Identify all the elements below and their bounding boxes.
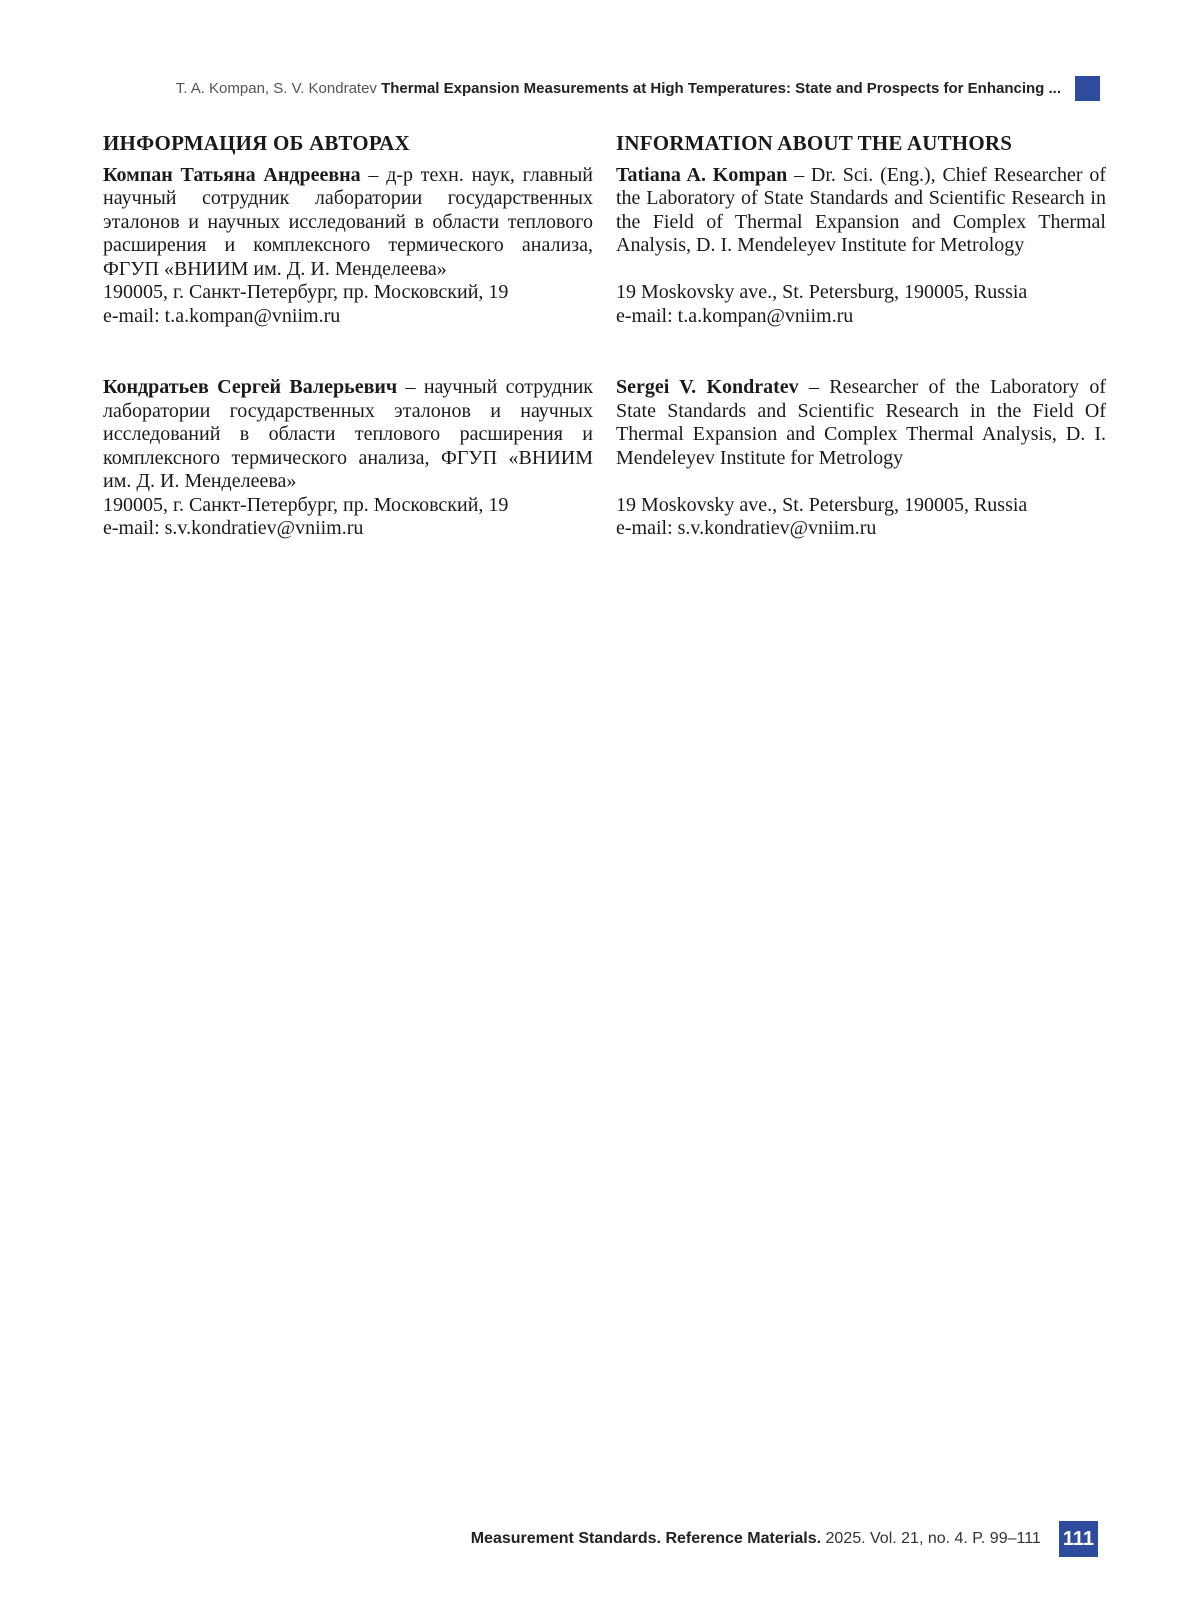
author-bio (103, 376, 593, 494)
authors-info-russian (103, 132, 593, 541)
journal-name: Measurement Standards. Reference Materials. (470, 1530, 822, 1547)
spacer (616, 470, 1106, 494)
running-header (130, 74, 1100, 102)
author-address: 190005, г. Санкт-Петербург, пр. Московский, 19 (103, 493, 509, 516)
author-description: – д-р техн. наук, главный научный сотрудник лаборатории государственных эталонов и научных исследований в области теплового расширения и комплексного термического анализа, ФГУП «ВНИИМ им. Д. И. Менделеева» (103, 163, 593, 280)
author-address: 190005, г. Санкт-Петербург, пр. Московский, 19 (103, 281, 509, 303)
header-article-title: Thermal Expansion Measurements at High Temperatures: State and Prospects for Enhancing ... (381, 79, 1061, 97)
section-heading-english: INFORMATION ABOUT THE AUTHORS (616, 131, 1013, 155)
author-block-kompan-ru (103, 164, 593, 329)
author-block-kondratev-en (616, 376, 1106, 541)
author-address: 19 Moskovsky ave., St. Petersburg, 190005, Russia (616, 281, 1028, 303)
author-bio (616, 164, 1106, 258)
author-name: Sergei V. Kondratev (616, 376, 799, 398)
author-name: Кондратьев Сергей Валерьевич (103, 376, 398, 398)
running-footer (471, 1521, 1098, 1557)
citation-details: 2025. Vol. 21, no. 4. P. 99–111 (821, 1530, 1041, 1547)
author-name: Tatiana A. Kompan (616, 163, 788, 186)
author-block-kondratev-ru (103, 376, 593, 541)
author-email: e-mail: t.a.kompan@vniim.ru (103, 304, 341, 327)
running-header-text (176, 80, 1061, 97)
page-number: 111 (1059, 1521, 1098, 1557)
author-bio (616, 376, 1106, 470)
author-block-kompan-en (616, 164, 1106, 329)
author-description: – научный сотрудник лаборатории государственных эталонов и научных исследований в области теплового расширения и комплексного термического анализа, ФГУП «ВНИИМ им. Д. И. Менделеева» (103, 376, 594, 492)
header-authors: T. A. Kompan, S. V. Kondratev (175, 79, 377, 97)
header-accent-square (1075, 76, 1100, 101)
footer-citation (471, 1530, 1041, 1548)
author-email: e-mail: s.v.kondratiev@vniim.ru (616, 517, 877, 539)
author-description: – Dr. Sci. (Eng.), Chief Researcher of the Laboratory of State Standards and Scientific Research in the Field of Thermal Expansion and Complex Thermal Analysis, D. I. Mendeleyev Institute for Metrology (616, 163, 1106, 256)
authors-info-english (616, 132, 1106, 541)
author-name: Компан Татьяна Андреевна (103, 163, 361, 186)
author-address: 19 Moskovsky ave., St. Petersburg, 190005, Russia (616, 493, 1028, 516)
author-email: e-mail: t.a.kompan@vniim.ru (616, 304, 854, 327)
section-heading-russian: ИНФОРМАЦИЯ ОБ АВТОРАХ (103, 131, 410, 155)
author-email: e-mail: s.v.kondratiev@vniim.ru (103, 517, 364, 539)
author-description: – Researcher of the Laboratory of State Standards and Scientific Research in the Field Of Thermal Expansion and Complex Thermal Analysis, D. I. Mendeleyev Institute for Metrology (616, 376, 1106, 469)
author-bio (103, 164, 593, 282)
spacer (616, 258, 1106, 282)
